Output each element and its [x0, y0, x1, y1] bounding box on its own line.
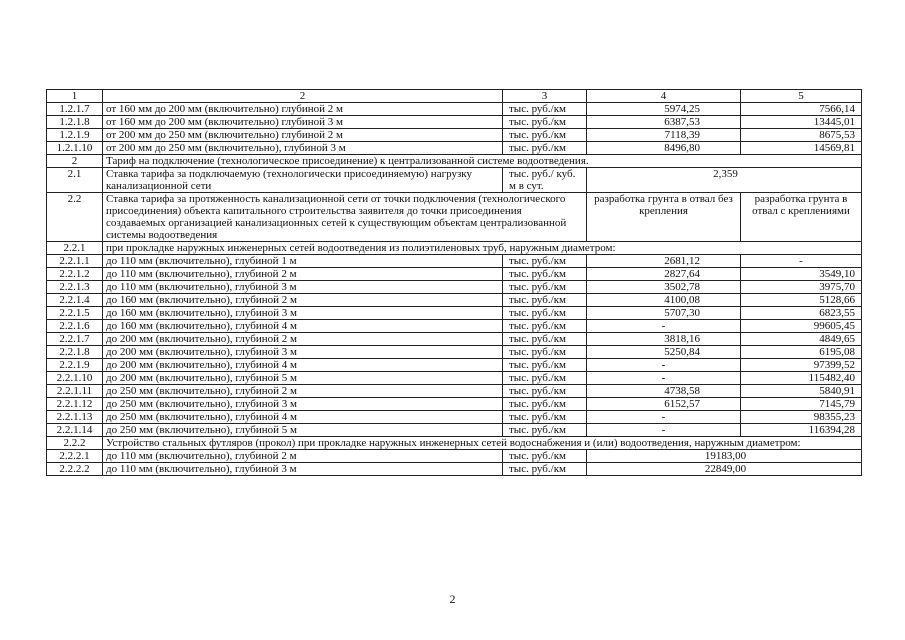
- value-without-support: 4100,08: [587, 294, 741, 307]
- row-description: до 160 мм (включительно), глубиной 3 м: [103, 307, 503, 320]
- value-with-support: 115482,40: [741, 372, 862, 385]
- row-number: 1.2.1.8: [47, 116, 103, 129]
- value-with-support: 97399,52: [741, 359, 862, 372]
- row-unit: тыс. руб./км: [503, 320, 587, 333]
- row-number: 2.2.2: [47, 437, 103, 450]
- row-description: до 200 мм (включительно), глубиной 3 м: [103, 346, 503, 359]
- subsection-title: при прокладке наружных инженерных сетей водоотведения из полиэтиленовых труб, наружным диаметром:: [103, 242, 862, 255]
- row-number: 2.2.1.5: [47, 307, 103, 320]
- row-number: 2.2.2.1: [47, 450, 103, 463]
- row-unit: тыс. руб./км: [503, 424, 587, 437]
- row-description: до 250 мм (включительно), глубиной 2 м: [103, 385, 503, 398]
- tariff-table: [46, 89, 862, 476]
- price-value: 22849,00: [587, 463, 862, 476]
- row-unit: тыс. руб./км: [503, 411, 587, 424]
- value-without-support: 4738,58: [587, 385, 741, 398]
- table-row: [47, 281, 862, 294]
- row-2-2: [47, 193, 862, 242]
- row-description: до 250 мм (включительно), глубиной 4 м: [103, 411, 503, 424]
- header-col-5: 5: [741, 90, 862, 103]
- value-with-support: 5840,91: [741, 385, 862, 398]
- header-row: [47, 90, 862, 103]
- row-unit: тыс. руб./км: [503, 103, 587, 116]
- column-heading-without-support: разработка грунта в отвал без крепления: [587, 193, 741, 242]
- row-2-2-1: [47, 242, 862, 255]
- row-description: Ставка тарифа за подключаемую (технологически присоединяемую) нагрузку канализационной сети: [103, 168, 503, 193]
- row-unit: тыс. руб./км: [503, 346, 587, 359]
- value-with-support: 3549,10: [741, 268, 862, 281]
- row-number: 2.1: [47, 168, 103, 193]
- value-without-support: 8496,80: [587, 142, 741, 155]
- value-without-support: 6387,53: [587, 116, 741, 129]
- table-row: [47, 463, 862, 476]
- value-without-support: 7118,39: [587, 129, 741, 142]
- value-with-support: 4849,65: [741, 333, 862, 346]
- row-description: до 110 мм (включительно), глубиной 2 м: [103, 450, 503, 463]
- value-with-support: 116394,28: [741, 424, 862, 437]
- row-number: 2.2.1.13: [47, 411, 103, 424]
- row-unit: тыс. руб./км: [503, 385, 587, 398]
- value-without-support: 3818,16: [587, 333, 741, 346]
- table-row: [47, 385, 862, 398]
- value-without-support: 2827,64: [587, 268, 741, 281]
- table-row: [47, 320, 862, 333]
- value-with-support: 6823,55: [741, 307, 862, 320]
- row-description: до 200 мм (включительно), глубиной 5 м: [103, 372, 503, 385]
- value-with-support: 13445,01: [741, 116, 862, 129]
- table-row: [47, 424, 862, 437]
- table-row: [47, 333, 862, 346]
- table-row: [47, 359, 862, 372]
- value-with-support: 7145,79: [741, 398, 862, 411]
- row-description: до 250 мм (включительно), глубиной 5 м: [103, 424, 503, 437]
- header-col-1: 1: [47, 90, 103, 103]
- row-description: до 200 мм (включительно), глубиной 2 м: [103, 333, 503, 346]
- value-with-support: -: [741, 255, 862, 268]
- page-number: 2: [449, 592, 456, 606]
- row-number: 2.2.1.12: [47, 398, 103, 411]
- row-description: до 160 мм (включительно), глубиной 2 м: [103, 294, 503, 307]
- row-description: до 110 мм (включительно), глубиной 3 м: [103, 463, 503, 476]
- header-col-3: 3: [503, 90, 587, 103]
- value-without-support: 2681,12: [587, 255, 741, 268]
- value-without-support: -: [587, 320, 741, 333]
- row-number: 2.2.1.6: [47, 320, 103, 333]
- table-row: [47, 450, 862, 463]
- table-row: [47, 268, 862, 281]
- value-without-support: 6152,57: [587, 398, 741, 411]
- row-number: 2.2.1.11: [47, 385, 103, 398]
- table-row: [47, 255, 862, 268]
- row-unit: тыс. руб./км: [503, 372, 587, 385]
- row-number: 2: [47, 155, 103, 168]
- row-number: 2.2.1: [47, 242, 103, 255]
- value-without-support: 3502,78: [587, 281, 741, 294]
- value-without-support: -: [587, 411, 741, 424]
- row-unit: тыс. руб./км: [503, 255, 587, 268]
- row-description: Ставка тарифа за протяженность канализационной сети от точки подключения (технологического присоединения) объекта капитального строительства заявителя до точки присоединения создаваемых организацией канализационных сетей к существующим объектам централизованной системы водоотведения: [103, 193, 587, 242]
- table-row: [47, 129, 862, 142]
- row-number: 2.2.1.10: [47, 372, 103, 385]
- row-number: 1.2.1.9: [47, 129, 103, 142]
- row-unit: тыс. руб./км: [503, 294, 587, 307]
- row-unit: тыс. руб./км: [503, 463, 587, 476]
- table-row: [47, 372, 862, 385]
- row-unit: тыс. руб./км: [503, 398, 587, 411]
- row-unit: тыс. руб./км: [503, 333, 587, 346]
- row-unit: тыс. руб./км: [503, 142, 587, 155]
- row-2-1: [47, 168, 862, 193]
- value-without-support: 5707,30: [587, 307, 741, 320]
- row-number: 2.2.1.14: [47, 424, 103, 437]
- row-number: 1.2.1.7: [47, 103, 103, 116]
- value-without-support: -: [587, 359, 741, 372]
- table-row: [47, 103, 862, 116]
- row-number: 2.2: [47, 193, 103, 242]
- price-value: 19183,00: [587, 450, 862, 463]
- row-description: до 160 мм (включительно), глубиной 4 м: [103, 320, 503, 333]
- row-number: 2.2.1.7: [47, 333, 103, 346]
- row-unit: тыс. руб./км: [503, 129, 587, 142]
- row-description: от 160 мм до 200 мм (включительно) глубиной 3 м: [103, 116, 503, 129]
- value-with-support: 98355,23: [741, 411, 862, 424]
- row-description: от 200 мм до 250 мм (включительно), глубиной 3 м: [103, 142, 503, 155]
- value-with-support: 5128,66: [741, 294, 862, 307]
- table-row: [47, 398, 862, 411]
- row-description: до 250 мм (включительно), глубиной 3 м: [103, 398, 503, 411]
- row-number: 2.2.1.9: [47, 359, 103, 372]
- header-col-4: 4: [587, 90, 741, 103]
- row-number: 2.2.1.3: [47, 281, 103, 294]
- value-without-support: -: [587, 372, 741, 385]
- section-2-row: [47, 155, 862, 168]
- row-unit: тыс. руб./км: [503, 268, 587, 281]
- row-description: до 110 мм (включительно), глубиной 2 м: [103, 268, 503, 281]
- row-unit: тыс. руб./ куб. м в сут.: [503, 168, 587, 193]
- row-description: до 110 мм (включительно), глубиной 1 м: [103, 255, 503, 268]
- row-number: 2.2.1.4: [47, 294, 103, 307]
- rate-value: 2,359: [587, 168, 862, 193]
- header-col-2: 2: [103, 90, 503, 103]
- row-description: от 200 мм до 250 мм (включительно) глубиной 2 м: [103, 129, 503, 142]
- subsection-title: Устройство стальных футляров (прокол) при прокладке наружных инженерных сетей водоснабжения и (или) водоотведения, наружным диаметром:: [103, 437, 862, 450]
- value-with-support: 99605,45: [741, 320, 862, 333]
- row-unit: тыс. руб./км: [503, 450, 587, 463]
- table-row: [47, 346, 862, 359]
- row-description: от 160 мм до 200 мм (включительно) глубиной 2 м: [103, 103, 503, 116]
- row-unit: тыс. руб./км: [503, 281, 587, 294]
- value-with-support: 6195,08: [741, 346, 862, 359]
- row-description: до 200 мм (включительно), глубиной 4 м: [103, 359, 503, 372]
- row-number: 2.2.1.1: [47, 255, 103, 268]
- column-heading-with-support: разработка грунта в отвал с креплениями: [741, 193, 862, 242]
- value-without-support: 5250,84: [587, 346, 741, 359]
- value-with-support: 7566,14: [741, 103, 862, 116]
- value-with-support: 3975,70: [741, 281, 862, 294]
- row-number: 2.2.1.8: [47, 346, 103, 359]
- table-row: [47, 142, 862, 155]
- table-row: [47, 116, 862, 129]
- table-row: [47, 307, 862, 320]
- row-description: до 110 мм (включительно), глубиной 3 м: [103, 281, 503, 294]
- row-number: 2.2.1.2: [47, 268, 103, 281]
- value-without-support: -: [587, 424, 741, 437]
- value-with-support: 8675,53: [741, 129, 862, 142]
- row-unit: тыс. руб./км: [503, 116, 587, 129]
- row-number: 2.2.2.2: [47, 463, 103, 476]
- table-row: [47, 294, 862, 307]
- value-with-support: 14569,81: [741, 142, 862, 155]
- row-number: 1.2.1.10: [47, 142, 103, 155]
- row-unit: тыс. руб./км: [503, 307, 587, 320]
- table-row: [47, 411, 862, 424]
- row-unit: тыс. руб./км: [503, 359, 587, 372]
- row-2-2-2: [47, 437, 862, 450]
- value-without-support: 5974,25: [587, 103, 741, 116]
- section-title: Тариф на подключение (технологическое присоединение) к централизованной системе водоотведения.: [103, 155, 862, 168]
